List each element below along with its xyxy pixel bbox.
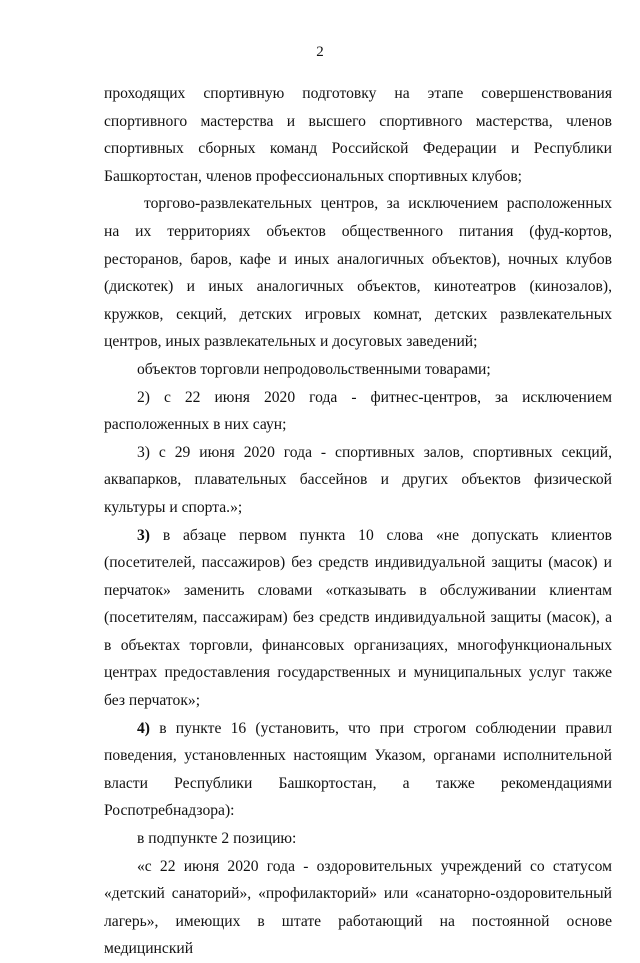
paragraph-8: [104, 825, 612, 853]
paragraph-6: [104, 522, 612, 715]
paragraph-7: [104, 715, 612, 825]
item-number: 3): [137, 526, 150, 544]
paragraph-4: [104, 384, 612, 439]
paragraph-text: 2) с 22 июня 2020 года - фитнес-центров, за исключением расположенных в них саун;: [104, 388, 612, 434]
paragraph-text: «с 22 июня 2020 года - оздоровительных учреждений со статусом «детский санаторий», «профилакторий» или «санаторно-оздоровительный лагерь», имеющих в штате работающий на постоянной основе медицинский: [104, 857, 612, 958]
paragraph-5: [104, 439, 612, 522]
paragraph-2: [104, 190, 612, 356]
paragraph-text: торгово-развлекательных центров, за исключением расположенных на их территориях объектов общественного питания (фуд-кортов, ресторанов, баров, кафе и иных аналогичных объектов), ночных клубов (дискотек) и иных аналогичных объектов, кинотеатров (кинозалов), кружков, секций, детских игровых комнат, детских развлекательных центров, иных развлекательных и досуговых заведений;: [104, 195, 612, 351]
paragraph-9: [104, 853, 612, 963]
item-number: 4): [137, 719, 150, 737]
paragraph-text: в абзаце первом пункта 10 слова «не допускать клиентов (посетителей, пассажиров) без средств индивидуальной защиты (масок) и перчаток» заменить словами «отказывать в обслуживании клиентам (посетителям, пассажирам) без средств индивидуальной защиты (масок), а в объектах торговли, финансовых организациях, многофункциональных центрах предоставления государственных и муниципальных услуг также без перчаток»;: [104, 526, 612, 710]
paragraph-text: в пункте 16 (установить, что при строгом соблюдении правил поведения, установленных настоящим Указом, органами исполнительной власти Республики Башкортостан, а также рекомендациями Роспотребнадзора):: [104, 719, 612, 820]
paragraph-3: [104, 356, 612, 384]
paragraph-1: [104, 80, 612, 190]
paragraph-text: 3) с 29 июня 2020 года - спортивных залов, спортивных секций, аквапарков, плавательных бассейнов и других объектов физической культуры и спорта.»;: [104, 443, 612, 516]
page-number: 2: [316, 44, 324, 60]
paragraph-text: объектов торговли непродовольственными товарами;: [137, 360, 491, 378]
paragraph-text: проходящих спортивную подготовку на этапе совершенствования спортивного мастерства и высшего спортивного мастерства, членов спортивных сборных команд Российской Федерации и Республики Башкортостан, членов профессиональных спортивных клубов;: [104, 85, 612, 185]
document-body: [104, 80, 612, 963]
paragraph-text: в подпункте 2 позицию:: [137, 830, 297, 848]
